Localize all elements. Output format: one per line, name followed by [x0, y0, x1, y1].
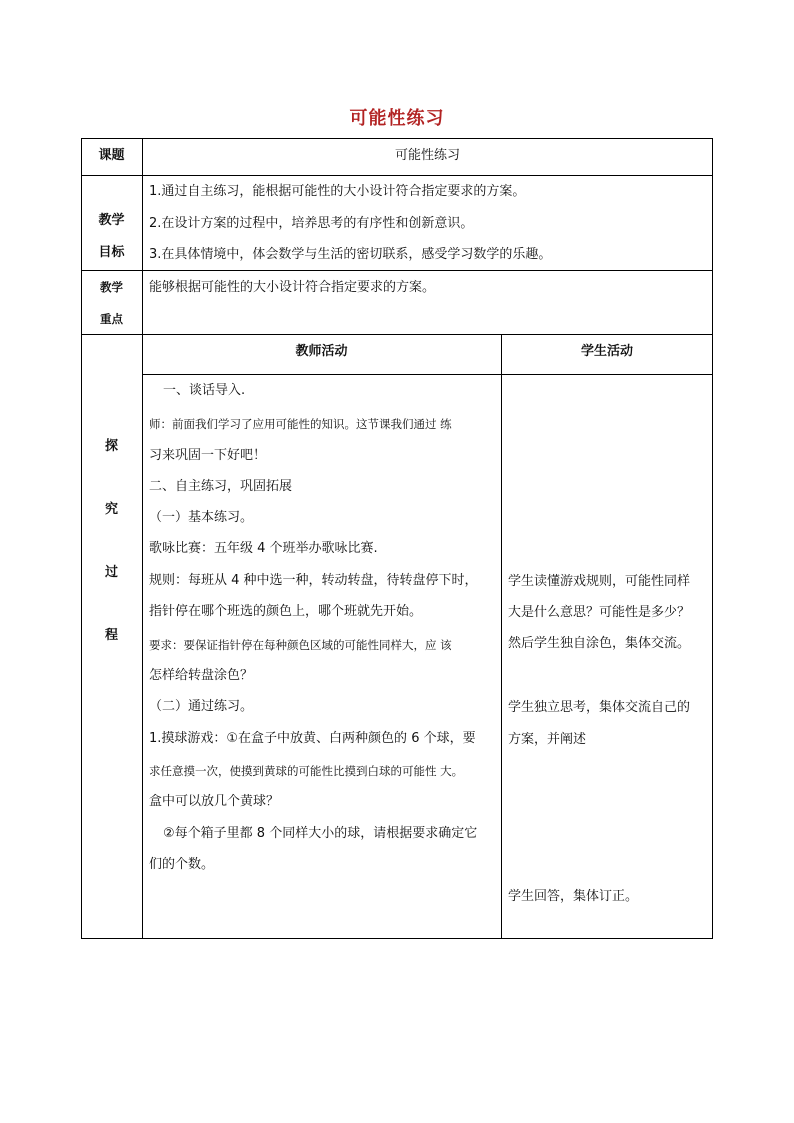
key-point-label-line1: 教学: [100, 280, 123, 294]
teacher-line: （二）通过练习。: [149, 699, 254, 714]
objective-item: 1.通过自主练习，能根据可能性的大小设计符合指定要求的方案。: [149, 184, 526, 199]
teacher-line: （一）基本练习。: [149, 510, 254, 525]
process-label-char: 探: [104, 439, 118, 454]
student-line: 方案，并阐述: [508, 732, 587, 747]
teacher-line: 1.摸球游戏：①在盒子中放黄、白两种颜色的 6 个球，要: [149, 731, 476, 746]
teacher-line: ②每个箱子里都 8 个同样大小的球，请根据要求确定它: [163, 826, 478, 841]
row-divider: [142, 374, 713, 375]
objectives-label-line1: 教学: [98, 213, 125, 228]
student-line: 学生读懂游戏规则，可能性同样: [508, 574, 691, 589]
topic-label: 课题: [98, 148, 125, 163]
teacher-line: 规则：每班从 4 种中选一种，转动转盘，待转盘停下时，: [149, 573, 478, 588]
teacher-activity-header: 教师活动: [295, 344, 348, 359]
student-line: 然后学生独自涂色，集体交流。: [508, 636, 691, 651]
row-divider: [81, 270, 713, 271]
process-label-char: 过: [104, 565, 118, 580]
teacher-line: 求任意摸一次，使摸到黄球的可能性比摸到白球的可能性 大。: [149, 764, 464, 778]
teacher-line: 们的个数。: [149, 857, 215, 872]
objective-item: 3.在具体情境中，体会数学与生活的密切联系，感受学习数学的乐趣。: [149, 247, 552, 262]
teacher-line: 怎样给转盘涂色？: [149, 668, 254, 683]
row-divider: [81, 334, 713, 335]
student-line: 大是什么意思？可能性是多少？: [508, 605, 691, 620]
column-divider: [142, 138, 143, 939]
page-title: 可能性练习: [349, 108, 445, 129]
teacher-line: 指针停在哪个班选的颜色上，哪个班就先开始。: [149, 604, 423, 619]
teacher-line: 二、自主练习，巩固拓展: [149, 479, 293, 494]
teacher-line: 要求：要保证指针停在每种颜色区域的可能性同样大，应 该: [149, 638, 452, 652]
row-divider: [81, 175, 713, 176]
teacher-line: 习来巩固一下好吧！: [149, 448, 267, 463]
objectives-label-line2: 目标: [98, 245, 125, 260]
student-line: 学生独立思考，集体交流自己的: [508, 700, 691, 715]
key-point-label-line2: 重点: [100, 312, 123, 326]
process-label-char: 程: [104, 628, 118, 643]
column-divider: [501, 334, 502, 939]
objective-item: 2.在设计方案的过程中，培养思考的有序性和创新意识。: [149, 216, 474, 231]
teacher-line: 盒中可以放几个黄球？: [149, 794, 280, 809]
teacher-line: 歌咏比赛：五年级 4 个班举办歌咏比赛.: [149, 541, 378, 556]
teacher-line: 师：前面我们学习了应用可能性的知识。这节课我们通过 练: [149, 417, 452, 431]
topic-value: 可能性练习: [394, 148, 460, 163]
process-label-char: 究: [104, 502, 118, 517]
student-line: 学生回答，集体订正。: [508, 889, 639, 904]
student-activity-header: 学生活动: [580, 344, 633, 359]
key-point-value: 能够根据可能性的大小设计符合指定要求的方案。: [149, 280, 436, 295]
teacher-line: 一、谈话导入.: [163, 383, 246, 398]
